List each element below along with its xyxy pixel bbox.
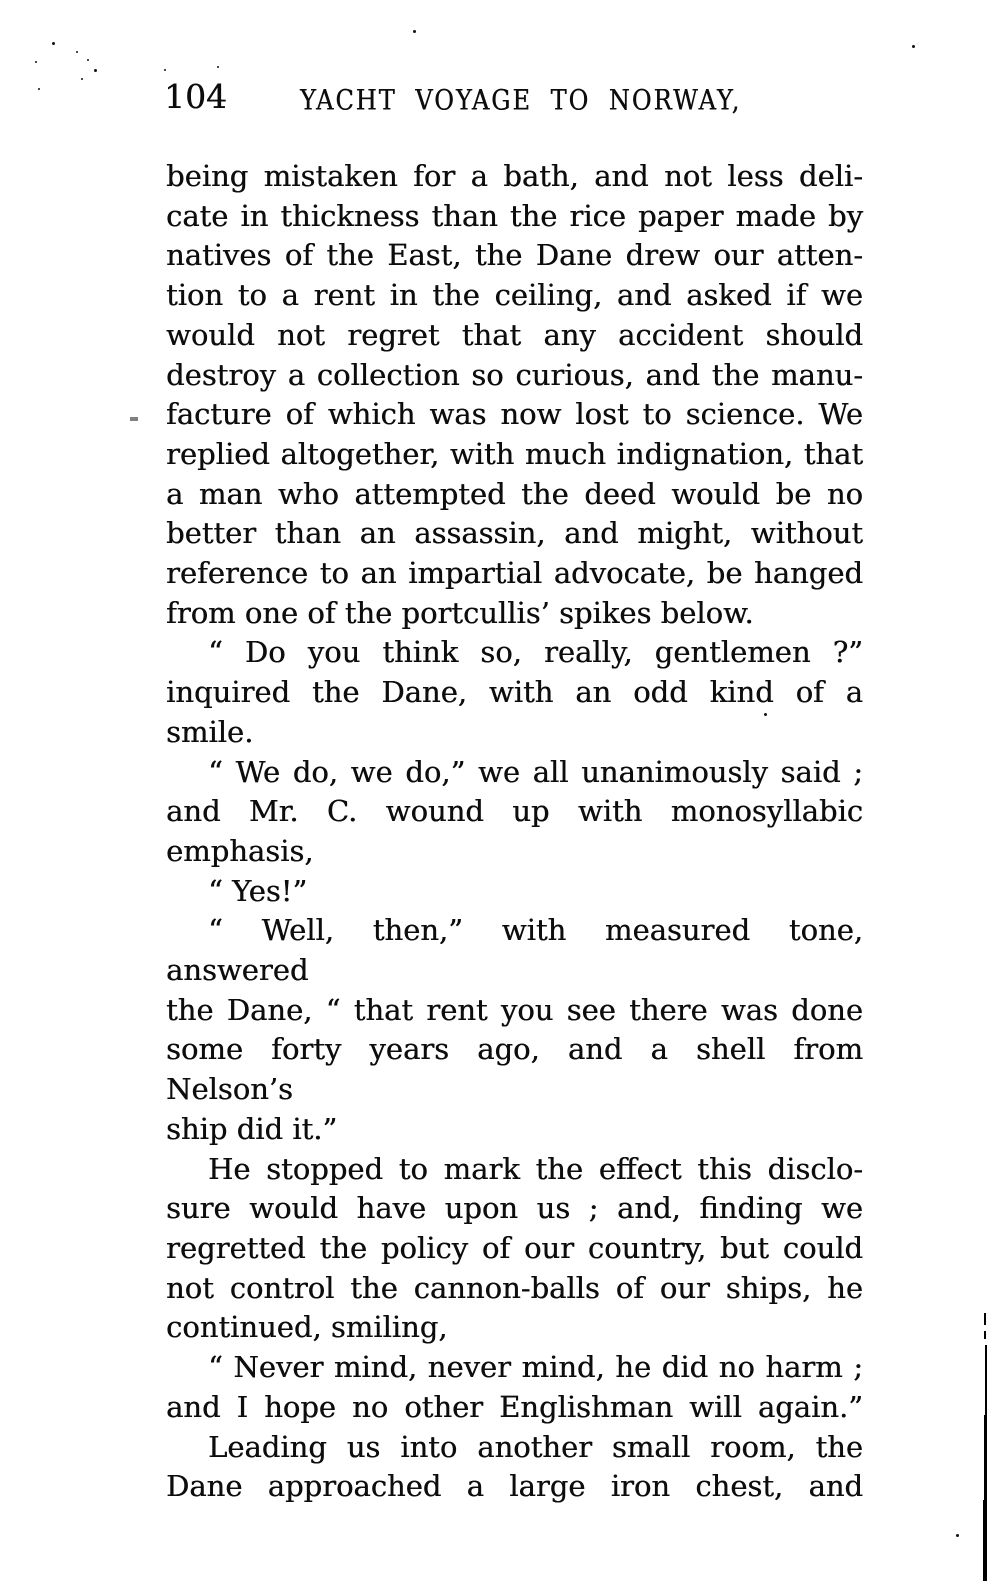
text-line: facture of which was now lost to science. We xyxy=(166,397,863,432)
text-line: smile. xyxy=(166,714,254,749)
text-line: better than an assassin, and might, without xyxy=(166,516,863,551)
text-line: and I hope no other Englishman will again.” xyxy=(166,1389,863,1424)
text-line: inquired the Dane, with an odd kind of a xyxy=(166,675,863,710)
running-title: YACHT VOYAGE TO NORWAY, xyxy=(300,83,742,117)
text-line: and Mr. C. wound up with monosyllabic xyxy=(166,794,863,829)
text-line: “ We do, we do,” we all unanimously said ; xyxy=(208,754,863,789)
scan-speck xyxy=(87,59,89,61)
text-line: emphasis, xyxy=(166,833,314,868)
text-line: tion to a rent in the ceiling, and asked if we xyxy=(166,278,863,313)
text-line: some forty years ago, and a shell from Nelson’s xyxy=(166,1032,863,1107)
margin-mark xyxy=(130,417,138,421)
text-line: the Dane, “ that rent you see there was done xyxy=(166,992,863,1027)
text-line: replied altogether, with much indignation, that xyxy=(166,436,863,471)
text-line: would not regret that any accident should xyxy=(166,317,863,352)
scan-speck xyxy=(956,1534,959,1537)
text-line: cate in thickness than the rice paper made by xyxy=(166,198,863,233)
scan-speck xyxy=(81,78,83,80)
page-number: 104 xyxy=(164,77,227,116)
text-line: sure would have upon us ; and, finding we xyxy=(166,1191,863,1226)
text-line: “ Well, then,” with measured tone, answered xyxy=(166,913,863,988)
text-line: being mistaken for a bath, and not less deli- xyxy=(166,159,863,193)
scan-speck xyxy=(76,51,78,53)
scan-speck xyxy=(764,713,767,716)
text-line: destroy a collection so curious, and the manu- xyxy=(166,357,863,392)
scan-edge-line xyxy=(985,1345,987,1415)
text-line: regretted the policy of our country, but could xyxy=(166,1230,863,1265)
scan-speck xyxy=(52,42,55,45)
text-line: He stopped to mark the effect this disclo- xyxy=(208,1151,863,1186)
scan-speck xyxy=(38,88,40,90)
text-line: not control the cannon-balls of our ships, he xyxy=(166,1270,863,1305)
text-line: from one of the portcullis’ spikes below. xyxy=(166,595,754,630)
scan-speck xyxy=(912,45,915,48)
text-line: “ Yes!” xyxy=(208,873,308,908)
text-column xyxy=(166,157,863,1507)
scan-edge-line xyxy=(983,1500,987,1581)
text-line: “ Do you think so, really, gentlemen ?” xyxy=(208,635,863,670)
text-line: continued, smiling, xyxy=(166,1310,448,1345)
text-line: ship did it.” xyxy=(166,1111,338,1146)
scan-speck xyxy=(94,69,97,72)
scan-edge-line xyxy=(984,1331,986,1339)
scan-speck xyxy=(217,66,219,68)
scan-edge-line xyxy=(984,1313,986,1325)
scan-speck xyxy=(413,30,416,33)
scan-speck xyxy=(164,69,166,71)
text-line: Leading us into another small room, the xyxy=(208,1429,863,1464)
scan-edge-line xyxy=(984,1415,987,1500)
text-line: a man who attempted the deed would be no xyxy=(166,476,863,511)
text-line: “ Never mind, never mind, he did no harm ; xyxy=(208,1350,863,1385)
text-line: reference to an impartial advocate, be hanged xyxy=(166,556,863,591)
text-line: natives of the East, the Dane drew our atten- xyxy=(166,238,863,273)
text-line: Dane approached a large iron chest, and xyxy=(166,1469,863,1504)
scan-speck xyxy=(35,61,37,63)
